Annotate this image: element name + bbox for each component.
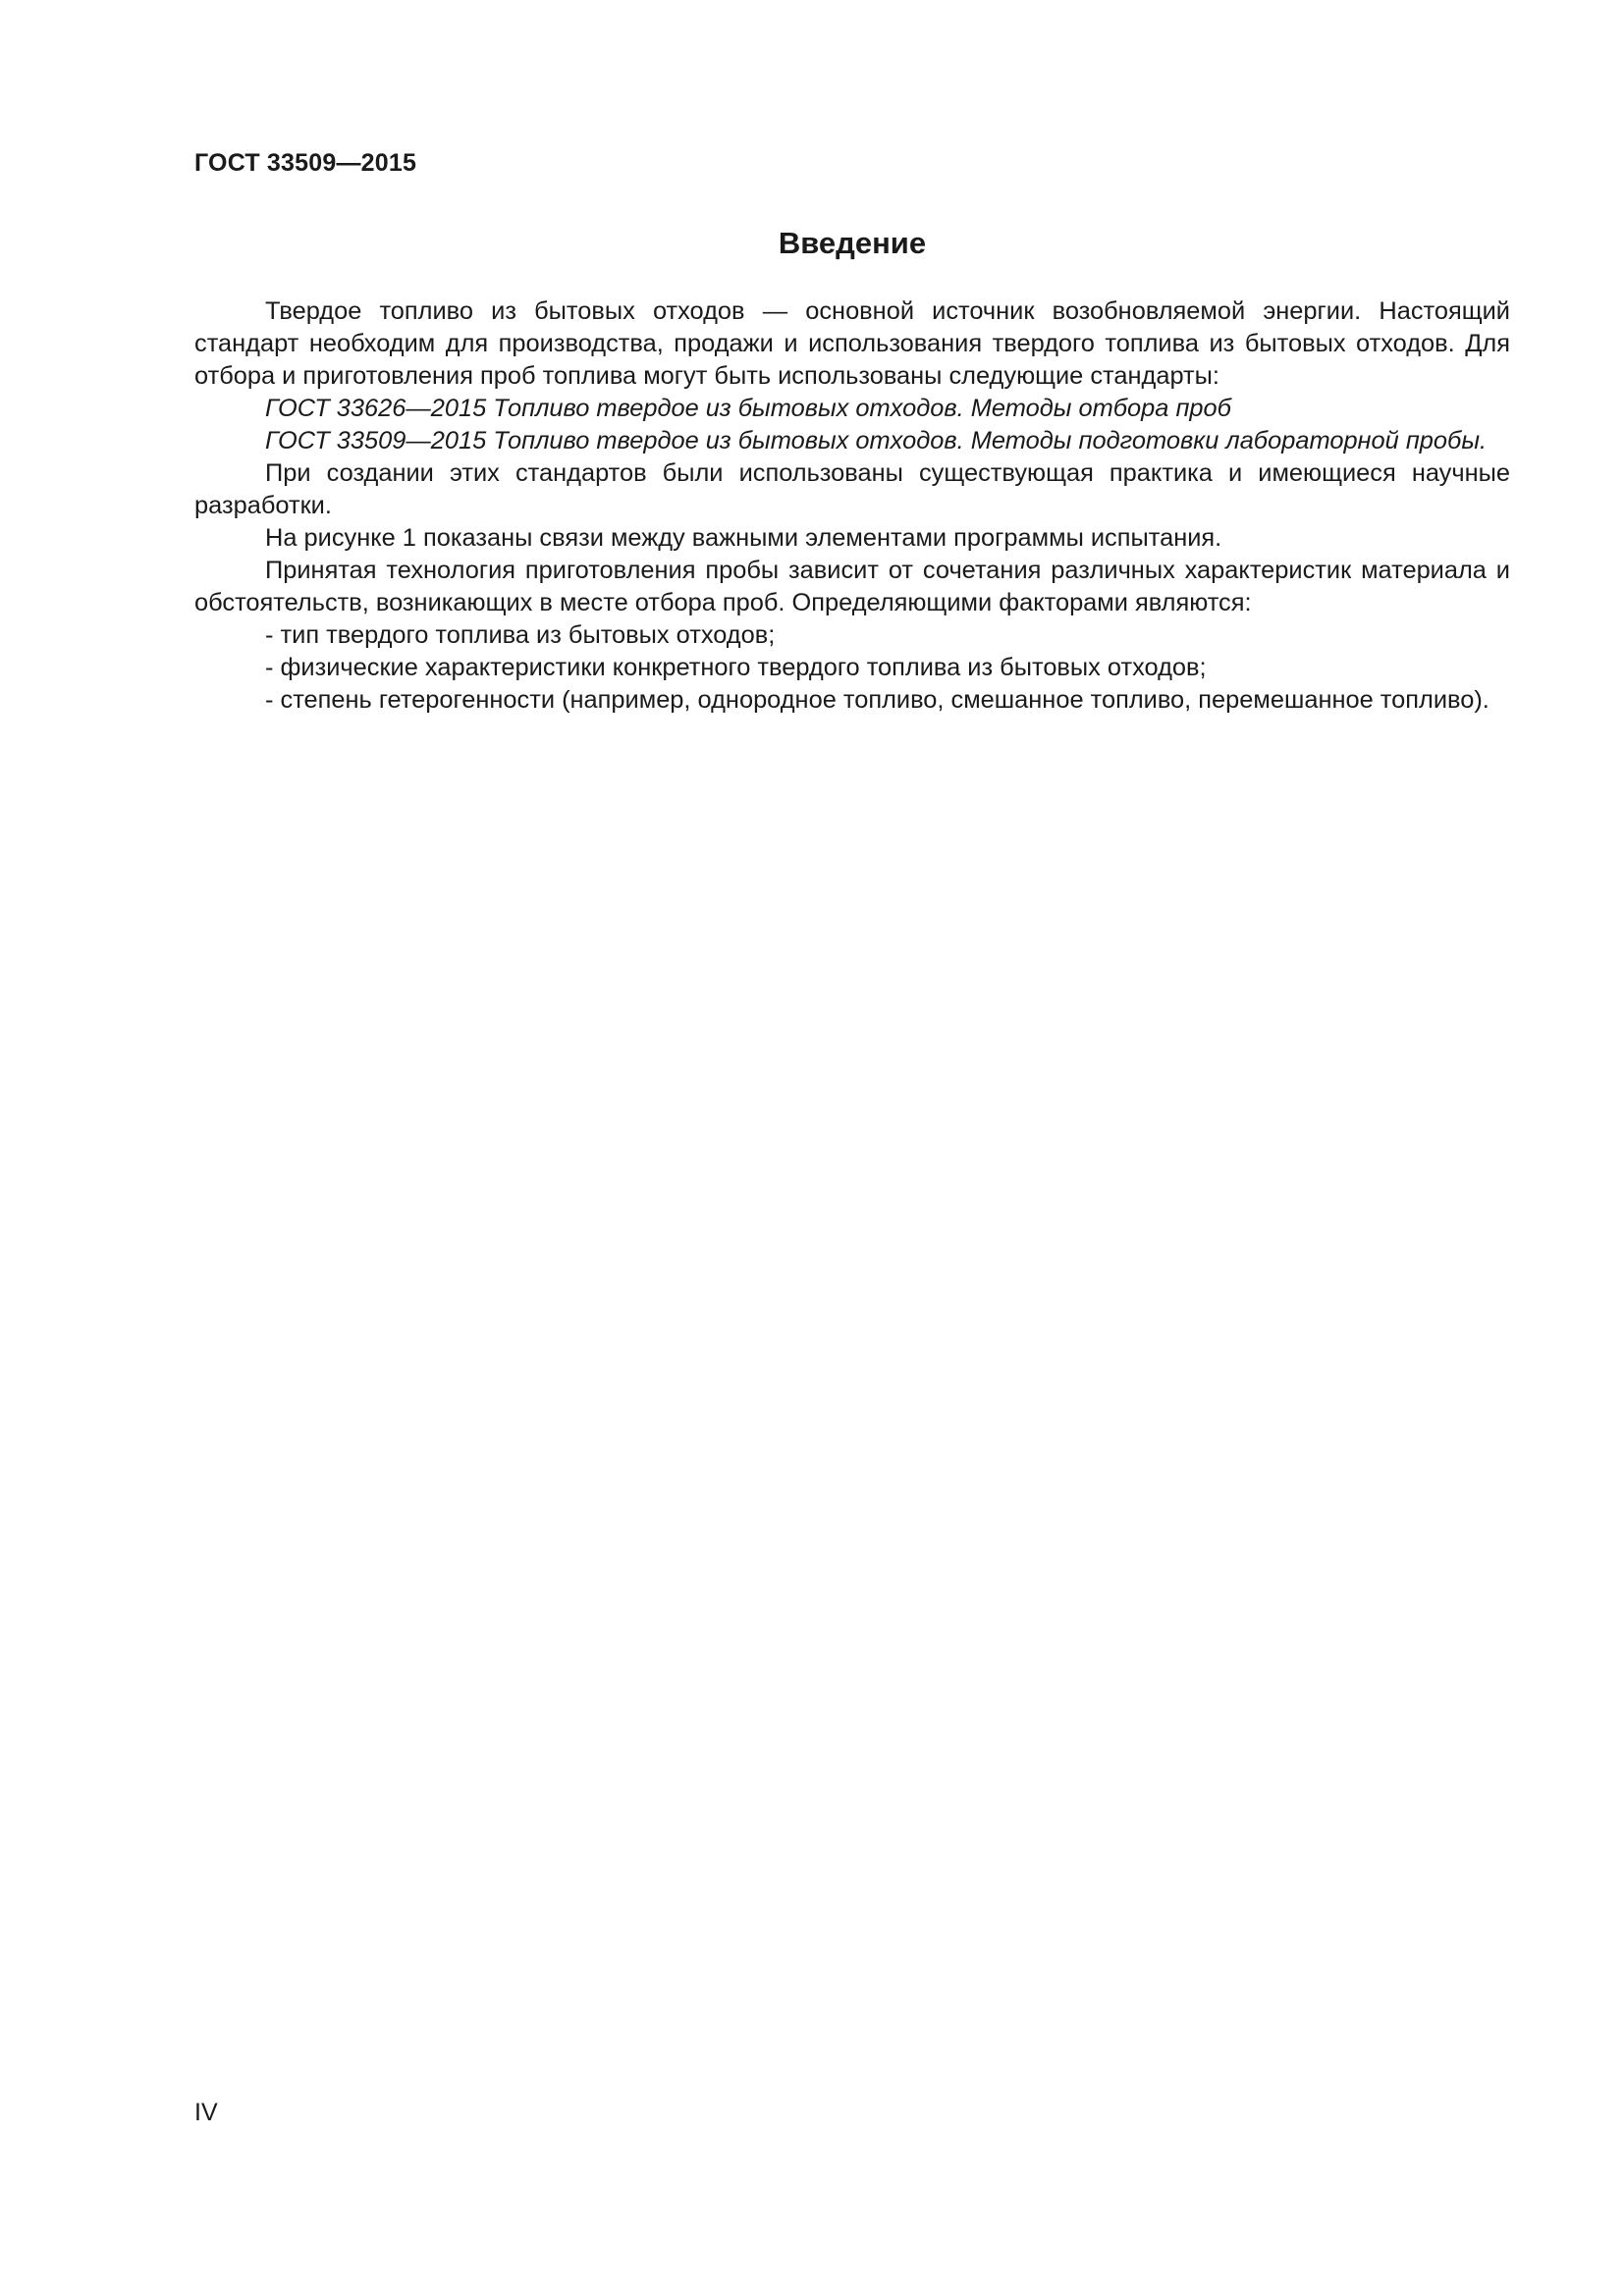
list-item: - степень гетерогенности (например, однородное топливо, смешанное топливо, перемешанное топливо). xyxy=(265,686,1489,714)
paragraph-figure-ref: На рисунке 1 показаны связи между важными элементами программы испытания. xyxy=(265,524,1222,552)
page-number: IV xyxy=(194,2099,218,2126)
paragraph-standard-ref-2: ГОСТ 33509—2015 Топливо твердое из бытовых отходов. Методы подготовки лабораторной пробы. xyxy=(265,427,1488,454)
document-header: ГОСТ 33509—2015 xyxy=(194,149,417,177)
paragraph-standard-ref-1: ГОСТ 33626—2015 Топливо твердое из бытовых отходов. Методы отбора проб xyxy=(265,395,1231,422)
paragraph-intro: Твердое топливо из бытовых отходов — основной источник возобновляемой энергии. Настоящий стандарт необходим для производства, продажи и использования твердого топлива из бытовых отходов. Для отбора и приготовления проб топлива могут быть использованы следующие стандарты: xyxy=(194,297,1510,390)
list-item: - тип твердого топлива из бытовых отходов; xyxy=(265,621,776,649)
body-text xyxy=(194,295,1510,717)
paragraph-technology: Принятая технология приготовления пробы зависит от сочетания различных характеристик материала и обстоятельств, возникающих в месте отбора проб. Определяющими факторами являются: xyxy=(194,557,1510,616)
paragraph-practice: При создании этих стандартов были использованы существующая практика и имеющиеся научные разработки. xyxy=(194,459,1510,519)
list-item: - физические характеристики конкретного твердого топлива из бытовых отходов; xyxy=(265,654,1207,681)
section-title: Введение xyxy=(778,226,927,260)
